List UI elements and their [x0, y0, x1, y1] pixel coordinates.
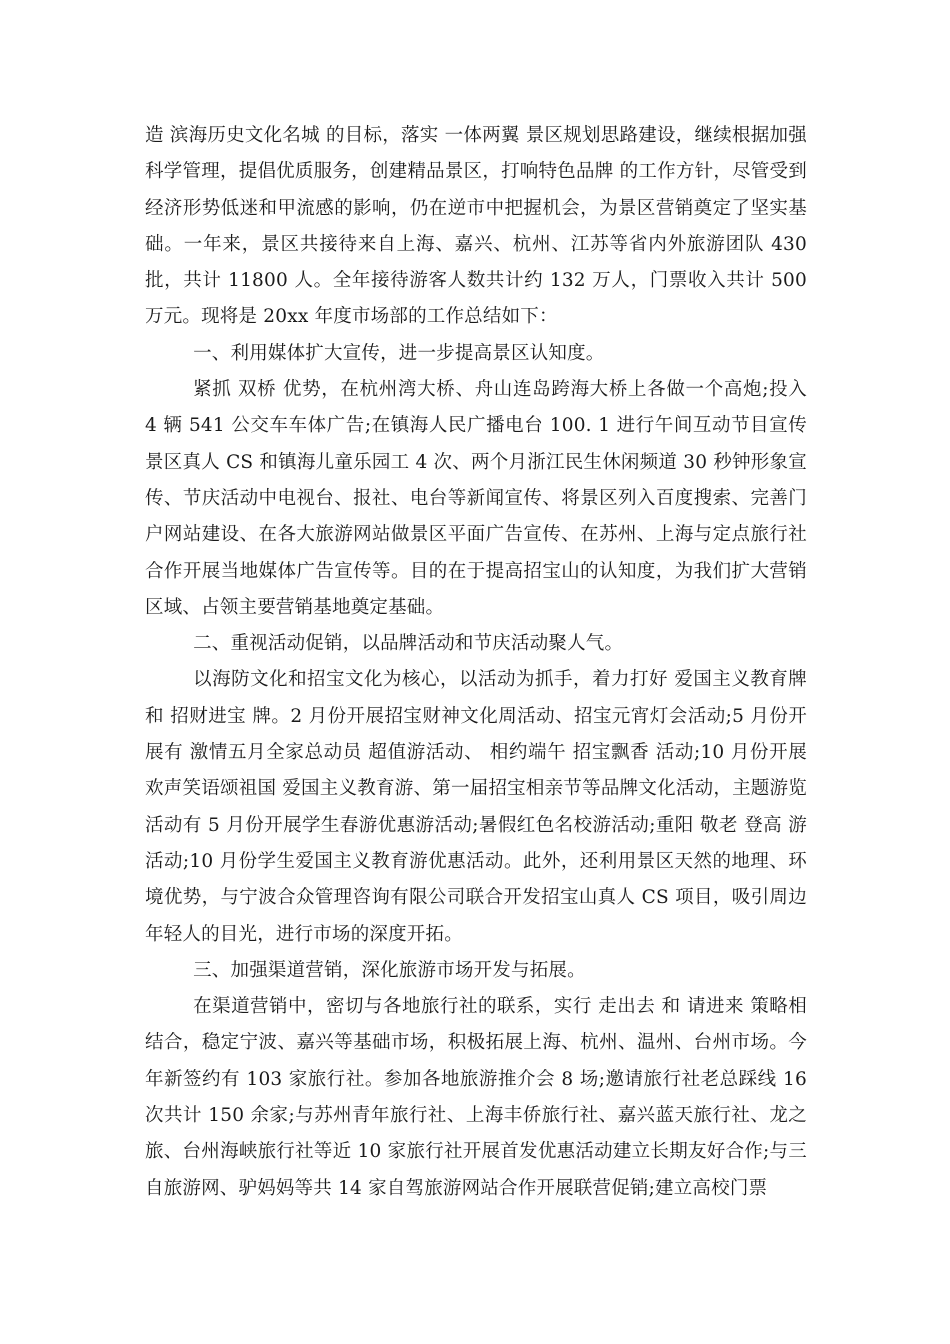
section-heading-media: 一、利用媒体扩大宣传，进一步提高景区认知度。	[193, 342, 605, 364]
paragraph-channels: 在渠道营销中，密切与各地旅行社的联系，实行 走出去 和 请进来 策略相结合，稳定宁波、嘉兴等基础市场，积极拓展上海、杭州、温州、台州市场。今年新签约有 103 家旅行社。参加各地旅游推介会 8 场;邀请旅行社老总踩线 16 次共计 150 余家;与苏州青年旅行社、上海丰侨旅行社、嘉兴蓝天旅行社、龙之旅、台州海峡旅行社等近 10 家旅行社开展首发优惠活动建立长期友好合作;与三自旅游网、驴妈妈等共 14 家自驾旅游网站合作开展联营促销;建立高校门票	[145, 996, 807, 1199]
document-body	[145, 118, 807, 1207]
section-heading-events: 二、重视活动促销，以品牌活动和节庆活动聚人气。	[193, 633, 624, 655]
paragraph-intro-continued: 造 滨海历史文化名城 的目标，落实 一体两翼 景区规划思路建设，继续根据加强科学管理，提倡优质服务，创建精品景区，打响特色品牌 的工作方针，尽管受到经济形势低迷和甲流感的影响，仍在逆市中把握机会，为景区营销奠定了坚实基础。一年来，景区共接待来自上海、嘉兴、杭州、江苏等省内外旅游团队 430 批，共计 11800 人。全年接待游客人数共计约 132 万人，门票收入共计 500 万元。现将是 20xx 年度市场部的工作总结如下：	[145, 125, 807, 328]
paragraph-events: 以海防文化和招宝文化为核心，以活动为抓手，着力打好 爱国主义教育牌和 招财进宝 牌。2 月份开展招宝财神文化周活动、招宝元宵灯会活动;5 月份开展有 激情五月全家总动员 超值游活动、 相约端午 招宝飘香 活动;10 月份开展 欢声笑语颂祖国 爱国主义教育游、第一届招宝相亲节等品牌文化活动，主题游览活动有 5 月份开展学生春游优惠游活动;暑假红色名校游活动;重阳 敬老 登高 游活动;10 月份学生爱国主义教育游优惠活动。此外，还利用景区天然的地理、环境优势，与宁波合众管理咨询有限公司联合开发招宝山真人 CS 项目，吸引周边年轻人的目光，进行市场的深度开拓。	[145, 669, 807, 945]
section-heading-channels: 三、加强渠道营销，深化旅游市场开发与拓展。	[193, 959, 586, 981]
paragraph-media: 紧抓 双桥 优势，在杭州湾大桥、舟山连岛跨海大桥上各做一个高炮;投入 4 辆 541 公交车车体广告;在镇海人民广播电台 100. 1 进行午间互动节目宣传景区真人 CS 和镇海儿童乐园工 4 次、两个月浙江民生休闲频道 30 秒钟形象宣传、节庆活动中电视台、报社、电台等新闻宣传、将景区列入百度搜索、完善门户网站建设、在各大旅游网站做景区平面广告宣传、在苏州、上海与定点旅行社合作开展当地媒体广告宣传等。目的在于提高招宝山的认知度，为我们扩大营销区域、占领主要营销基地奠定基础。	[145, 379, 807, 618]
